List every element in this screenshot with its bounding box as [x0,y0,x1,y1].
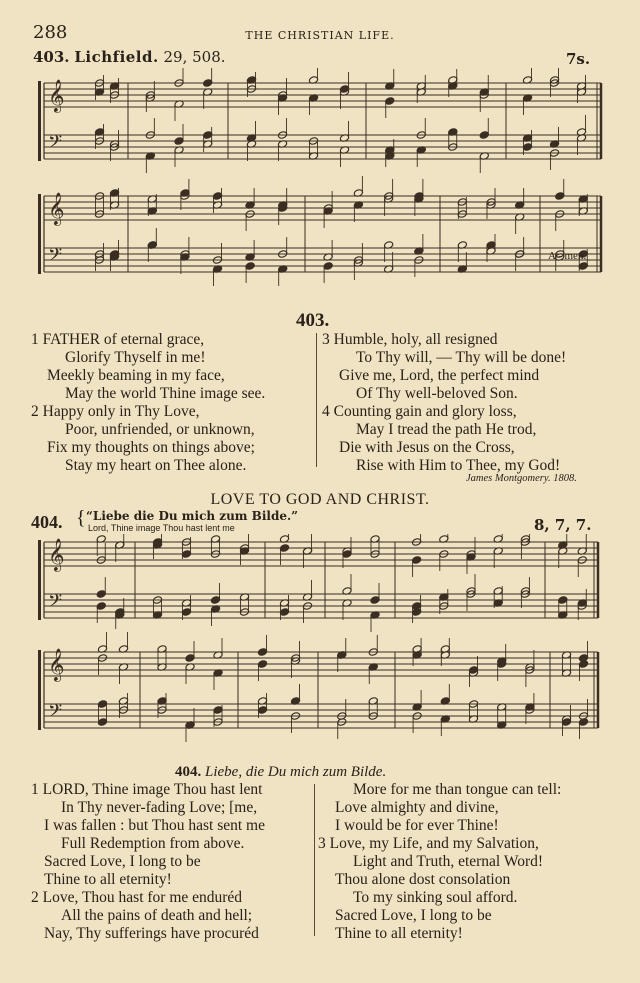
verse-line: 1 FATHER of eternal grace, [31,331,205,348]
verse-line: 3 Love, my Life, and my Salvation, [318,835,539,852]
svg-text:𝄞: 𝄞 [48,538,65,571]
verse-line: More for me than tongue can tell: [353,781,562,798]
svg-text:𝄢: 𝄢 [48,245,63,270]
hymn-404-center-caption: Liebe, die Du mich zum Bilde. [205,764,387,780]
verse-line: All the pains of death and hell; [61,907,253,924]
svg-text:𝄞: 𝄞 [48,79,65,112]
hymn-403-center-number: 403. [296,310,330,331]
verse-line: 2 Love, Thou hast for me enduréd [31,889,243,906]
hymn-404-caption [175,764,386,781]
hymn-404-center-number: 404. [175,764,202,780]
hymn-404-english-title: Lord, Thine image Thou hast lent me [88,523,235,533]
hymn-404-german-title: “Liebe die Du mich zum Bilde.” [86,509,299,523]
svg-text:𝄢: 𝄢 [48,701,63,726]
verse-line: Thou alone dost consolation [335,871,511,888]
hymn-403-amen: A - men. [548,250,587,262]
verse-line: Fix my thoughts on things above; [47,439,255,456]
section-title: LOVE TO GOD AND CHRIST. [210,491,430,508]
verse-line: May I tread the path He trod, [356,421,537,438]
verse-line: Sacred Love, I long to be [335,907,492,924]
verse-line: Light and Truth, eternal Word! [353,853,544,870]
verse-line: In Thy never-fading Love; [me, [61,799,258,816]
hymn-403-heading [33,48,226,66]
running-title: THE CHRISTIAN LIFE. [245,29,395,42]
column-divider [316,333,317,467]
verse-line: Love almighty and divine, [335,799,499,816]
verse-line: Meekly beaming in my face, [47,367,225,384]
verse-line: Give me, Lord, the perfect mind [339,367,540,384]
hymn-404-meter: 8, 7, 7. [534,516,592,534]
page-number: 288 [33,22,68,43]
verse-line: Poor, unfriended, or unknown, [65,421,255,438]
hymn-403-meter: 7s. [566,50,591,68]
verse-line: Glorify Thyself in me! [65,349,206,366]
verse-line: Thine to all eternity! [44,871,172,888]
verse-line: Stay my heart on Thee alone. [65,457,247,474]
verse-line: To my sinking soul afford. [353,889,518,906]
verse-line: Thine to all eternity! [335,925,463,942]
verse-line: Of Thy well-beloved Son. [356,385,518,402]
verse-line: I would be for ever Thine! [335,817,499,834]
brace-icon: { [76,507,86,529]
verse-line: Nay, Thy sufferings have procuréd [44,925,259,942]
verse-line: Sacred Love, I long to be [44,853,201,870]
verse-line: Full Redemption from above. [61,835,245,852]
svg-text:𝄢: 𝄢 [48,132,63,157]
hymn-403-number: 403. [33,48,70,66]
verse-line: Rise with Him to Thee, my God! [356,457,561,474]
verse-line: May the world Thine image see. [65,385,266,402]
svg-text:𝄞: 𝄞 [48,192,65,225]
hymn-404-number: 404. [31,512,63,532]
hymn-404-music-score [0,534,640,764]
svg-text:𝄢: 𝄢 [48,591,63,616]
verse-line: To Thy will, — Thy will be done! [356,349,567,366]
hymn-403-author: James Montgomery. 1808. [466,473,577,484]
hymn-403-tune-ref: 29, 508. [163,48,226,66]
verse-line: I was fallen : but Thou hast sent me [44,817,265,834]
column-divider [314,784,315,936]
verse-line: Die with Jesus on the Cross, [339,439,515,456]
svg-text:𝄞: 𝄞 [48,648,65,681]
hymn-403-tune-name: Lichfield. [74,48,159,66]
verse-line: 1 LORD, Thine image Thou hast lent [31,781,263,798]
verse-line: 3 Humble, holy, all resigned [322,331,498,348]
hymn-403-music-score [0,68,640,308]
verse-line: 2 Happy only in Thy Love, [31,403,200,420]
verse-line: 4 Counting gain and glory loss, [322,403,517,420]
